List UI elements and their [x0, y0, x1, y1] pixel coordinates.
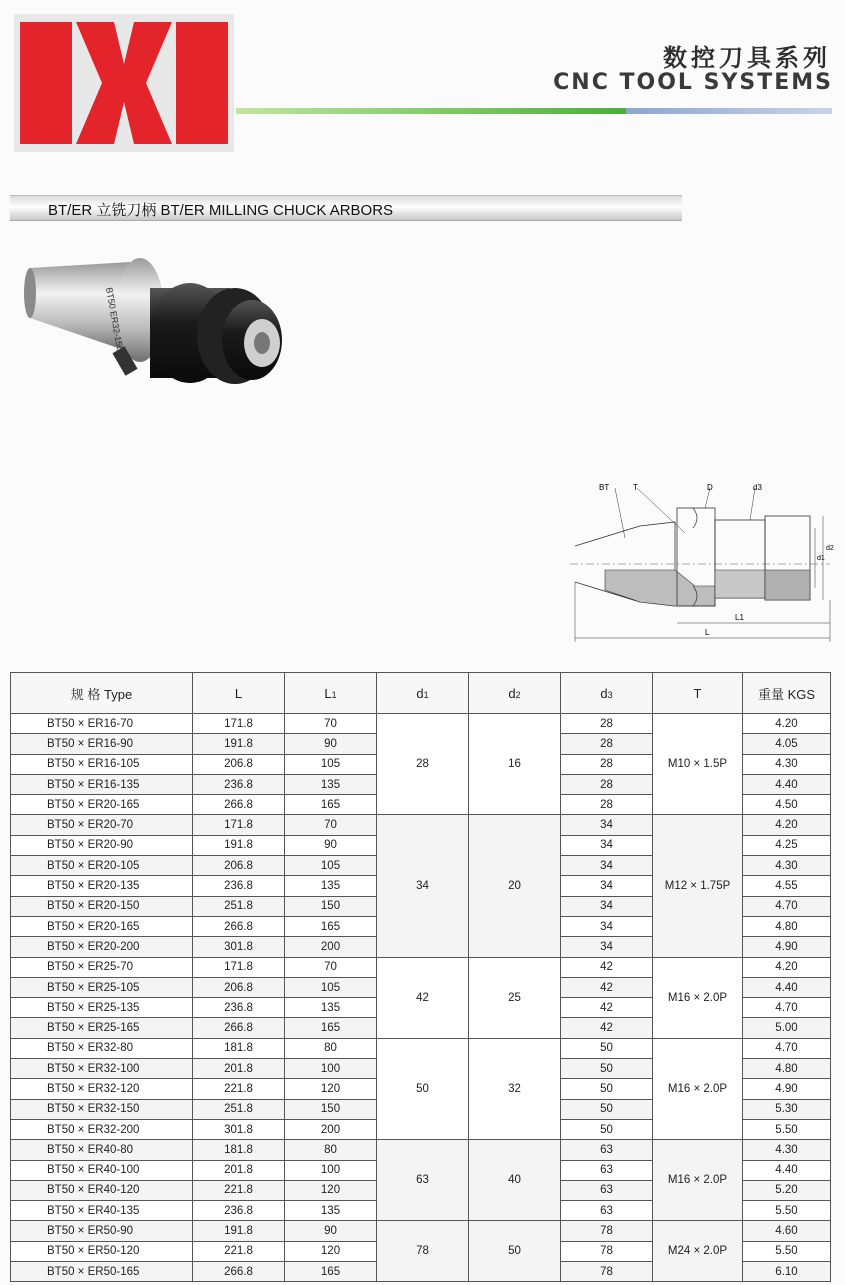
header-d2-sub: 2	[515, 689, 521, 700]
cell-l1: 200	[285, 937, 377, 957]
cell-l1: 105	[285, 754, 377, 774]
cell-d3: 28	[561, 714, 653, 734]
cell-weight: 4.80	[743, 916, 831, 936]
cell-l1: 105	[285, 856, 377, 876]
table-row	[11, 957, 831, 977]
cell-l: 221.8	[193, 1079, 285, 1099]
cell-l: 266.8	[193, 1262, 285, 1282]
cell-d3: 42	[561, 1018, 653, 1038]
cell-l: 266.8	[193, 795, 285, 815]
cell-weight: 4.40	[743, 774, 831, 794]
cell-thread: M24 × 2.0P	[653, 1221, 743, 1282]
cell-l: 206.8	[193, 856, 285, 876]
cell-l: 236.8	[193, 876, 285, 896]
cell-type: BT50 × ER40-135	[11, 1201, 193, 1221]
cell-type: BT50 × ER50-120	[11, 1241, 193, 1261]
cell-type: BT50 × ER40-100	[11, 1160, 193, 1180]
cell-l: 191.8	[193, 1221, 285, 1241]
header-l1-sub: 1	[331, 689, 337, 700]
cell-d1: 42	[377, 957, 469, 1038]
cell-type: BT50 × ER32-80	[11, 1038, 193, 1058]
header-l1	[285, 673, 377, 714]
cell-weight: 4.70	[743, 1038, 831, 1058]
cell-l1: 120	[285, 1241, 377, 1261]
brand-title-en: CNC TOOL SYSTEMS	[553, 70, 833, 95]
header-d1-sub: 1	[423, 689, 429, 700]
cell-type: BT50 × ER16-135	[11, 774, 193, 794]
cell-l1: 135	[285, 876, 377, 896]
cell-d3: 63	[561, 1160, 653, 1180]
brand-logo	[14, 14, 234, 152]
drawing-label-l: L	[705, 628, 710, 637]
cell-l: 266.8	[193, 916, 285, 936]
header-d2	[469, 673, 561, 714]
header-d2-main: d	[508, 685, 516, 701]
cell-d2: 16	[469, 714, 561, 815]
cell-l1: 90	[285, 835, 377, 855]
cell-l: 191.8	[193, 734, 285, 754]
cell-d3: 34	[561, 896, 653, 916]
cell-weight: 4.05	[743, 734, 831, 754]
technical-drawing	[565, 478, 835, 648]
cell-weight: 4.50	[743, 795, 831, 815]
cell-l1: 165	[285, 916, 377, 936]
table-header-row	[11, 673, 831, 714]
cell-weight: 5.00	[743, 1018, 831, 1038]
cell-d2: 32	[469, 1038, 561, 1139]
cell-l1: 100	[285, 1059, 377, 1079]
cell-l: 191.8	[193, 835, 285, 855]
cell-type: BT50 × ER16-105	[11, 754, 193, 774]
ixi-logo-icon	[14, 14, 234, 152]
cell-type: BT50 × ER20-90	[11, 835, 193, 855]
cell-d3: 50	[561, 1119, 653, 1139]
cell-d2: 25	[469, 957, 561, 1038]
cell-d3: 42	[561, 998, 653, 1018]
cell-d3: 50	[561, 1059, 653, 1079]
cell-weight: 4.70	[743, 896, 831, 916]
cell-weight: 4.30	[743, 754, 831, 774]
cell-l1: 80	[285, 1140, 377, 1160]
cell-type: BT50 × ER25-165	[11, 1018, 193, 1038]
brand-title-cn: 数控刀具系列	[663, 44, 831, 72]
cell-type: BT50 × ER40-120	[11, 1180, 193, 1200]
cell-l1: 150	[285, 896, 377, 916]
cell-l: 181.8	[193, 1038, 285, 1058]
cell-type: BT50 × ER20-200	[11, 937, 193, 957]
drawing-label-d: D	[707, 483, 713, 492]
cell-l: 236.8	[193, 1201, 285, 1221]
cell-d3: 63	[561, 1140, 653, 1160]
cell-l1: 120	[285, 1180, 377, 1200]
cell-d3: 42	[561, 977, 653, 997]
cell-type: BT50 × ER16-90	[11, 734, 193, 754]
cell-weight: 5.30	[743, 1099, 831, 1119]
cell-d1: 34	[377, 815, 469, 957]
cell-d2: 50	[469, 1221, 561, 1282]
drawing-label-t: T	[633, 483, 638, 492]
cell-weight: 4.20	[743, 815, 831, 835]
cell-weight: 4.90	[743, 937, 831, 957]
cell-d1: 63	[377, 1140, 469, 1221]
header-d3	[561, 673, 653, 714]
cell-type: BT50 × ER40-80	[11, 1140, 193, 1160]
drawing-label-d1: d1	[817, 555, 825, 562]
cell-l: 236.8	[193, 774, 285, 794]
table-row	[11, 1038, 831, 1058]
cell-d3: 34	[561, 815, 653, 835]
cell-type: BT50 × ER32-120	[11, 1079, 193, 1099]
cell-thread: M16 × 2.0P	[653, 1038, 743, 1139]
cell-l1: 90	[285, 1221, 377, 1241]
cell-d3: 63	[561, 1201, 653, 1221]
cell-l: 301.8	[193, 1119, 285, 1139]
cell-l1: 90	[285, 734, 377, 754]
cell-d1: 78	[377, 1221, 469, 1282]
cell-d3: 42	[561, 957, 653, 977]
header-d3-sub: 3	[607, 689, 613, 700]
cell-weight: 5.20	[743, 1180, 831, 1200]
cell-thread: M10 × 1.5P	[653, 714, 743, 815]
cell-type: BT50 × ER20-150	[11, 896, 193, 916]
cell-l: 236.8	[193, 998, 285, 1018]
cell-weight: 4.20	[743, 714, 831, 734]
cell-l1: 100	[285, 1160, 377, 1180]
cell-l: 251.8	[193, 896, 285, 916]
header-weight: 重量 KGS	[743, 673, 831, 714]
cell-thread: M12 × 1.75P	[653, 815, 743, 957]
cell-type: BT50 × ER25-105	[11, 977, 193, 997]
drawing-label-d3: d3	[753, 483, 762, 492]
cell-d3: 78	[561, 1262, 653, 1282]
photo-engraving: BT50 ER32-150	[104, 286, 126, 352]
drawing-label-l1: L1	[735, 613, 744, 622]
cell-type: BT50 × ER32-150	[11, 1099, 193, 1119]
cell-type: BT50 × ER20-165	[11, 916, 193, 936]
cell-weight: 6.10	[743, 1262, 831, 1282]
drawing-label-bt: BT	[599, 483, 610, 492]
cell-l: 171.8	[193, 714, 285, 734]
cell-d3: 34	[561, 876, 653, 896]
cell-d3: 50	[561, 1099, 653, 1119]
cell-type: BT50 × ER16-70	[11, 714, 193, 734]
cell-weight: 5.50	[743, 1201, 831, 1221]
cell-weight: 4.30	[743, 856, 831, 876]
cell-l1: 80	[285, 1038, 377, 1058]
cell-thread: M16 × 2.0P	[653, 957, 743, 1038]
cell-d3: 28	[561, 774, 653, 794]
cell-type: BT50 × ER25-135	[11, 998, 193, 1018]
drawing-label-d2: d2	[826, 545, 834, 552]
section-heading-bar	[10, 195, 682, 221]
cell-d1: 50	[377, 1038, 469, 1139]
cell-l: 221.8	[193, 1241, 285, 1261]
cell-thread: M16 × 2.0P	[653, 1140, 743, 1221]
cell-weight: 4.80	[743, 1059, 831, 1079]
cell-type: BT50 × ER32-100	[11, 1059, 193, 1079]
cell-l1: 120	[285, 1079, 377, 1099]
cell-weight: 4.70	[743, 998, 831, 1018]
cell-l: 251.8	[193, 1099, 285, 1119]
cell-l1: 165	[285, 1262, 377, 1282]
cell-d3: 78	[561, 1241, 653, 1261]
table-row	[11, 1221, 831, 1241]
header-l1-main: L	[324, 685, 332, 701]
cell-weight: 4.40	[743, 977, 831, 997]
cell-type: BT50 × ER50-90	[11, 1221, 193, 1241]
table-row	[11, 1140, 831, 1160]
header-d3-main: d	[600, 685, 608, 701]
cell-l1: 165	[285, 1018, 377, 1038]
cell-l1: 70	[285, 815, 377, 835]
cell-l1: 135	[285, 774, 377, 794]
product-photo	[20, 248, 290, 408]
spec-table-body	[11, 714, 831, 1282]
cell-l: 201.8	[193, 1059, 285, 1079]
cell-l: 221.8	[193, 1180, 285, 1200]
cell-d3: 28	[561, 795, 653, 815]
cell-weight: 4.20	[743, 957, 831, 977]
cell-l1: 200	[285, 1119, 377, 1139]
cell-d3: 78	[561, 1221, 653, 1241]
cell-d1: 28	[377, 714, 469, 815]
cell-l: 301.8	[193, 937, 285, 957]
section-title: BT/ER 立铣刀柄 BT/ER MILLING CHUCK ARBORS	[48, 202, 394, 219]
cell-type: BT50 × ER20-105	[11, 856, 193, 876]
cell-d3: 50	[561, 1038, 653, 1058]
cell-weight: 4.25	[743, 835, 831, 855]
table-row	[11, 815, 831, 835]
cell-d3: 63	[561, 1180, 653, 1200]
cell-weight: 5.50	[743, 1119, 831, 1139]
cell-d3: 50	[561, 1079, 653, 1099]
header-type: 规 格 Type	[11, 673, 193, 714]
cell-weight: 4.55	[743, 876, 831, 896]
cell-weight: 5.50	[743, 1241, 831, 1261]
table-row	[11, 714, 831, 734]
cell-type: BT50 × ER20-135	[11, 876, 193, 896]
cell-l1: 150	[285, 1099, 377, 1119]
cell-type: BT50 × ER20-70	[11, 815, 193, 835]
cell-d3: 34	[561, 937, 653, 957]
cell-d3: 34	[561, 856, 653, 876]
cell-weight: 4.60	[743, 1221, 831, 1241]
cell-l: 206.8	[193, 754, 285, 774]
cell-l1: 135	[285, 998, 377, 1018]
cell-l: 171.8	[193, 815, 285, 835]
cell-weight: 4.30	[743, 1140, 831, 1160]
cell-d3: 34	[561, 835, 653, 855]
cell-type: BT50 × ER50-165	[11, 1262, 193, 1282]
cell-d2: 20	[469, 815, 561, 957]
cell-weight: 4.40	[743, 1160, 831, 1180]
cell-d3: 28	[561, 754, 653, 774]
header-t: T	[653, 673, 743, 714]
cell-l: 201.8	[193, 1160, 285, 1180]
cell-weight: 4.90	[743, 1079, 831, 1099]
cell-d3: 34	[561, 916, 653, 936]
cell-l1: 135	[285, 1201, 377, 1221]
cell-l: 181.8	[193, 1140, 285, 1160]
cell-l1: 105	[285, 977, 377, 997]
spec-table	[10, 672, 831, 1282]
cell-d3: 28	[561, 734, 653, 754]
cell-l1: 70	[285, 957, 377, 977]
cell-l1: 165	[285, 795, 377, 815]
header-divider-blue	[626, 108, 832, 114]
cell-l: 171.8	[193, 957, 285, 977]
cell-type: BT50 × ER20-165	[11, 795, 193, 815]
header-d1-main: d	[416, 685, 424, 701]
cell-d2: 40	[469, 1140, 561, 1221]
cell-type: BT50 × ER32-200	[11, 1119, 193, 1139]
cell-l1: 70	[285, 714, 377, 734]
header-divider-green	[236, 108, 626, 114]
cell-type: BT50 × ER25-70	[11, 957, 193, 977]
cell-l: 266.8	[193, 1018, 285, 1038]
header-d1	[377, 673, 469, 714]
cell-l: 206.8	[193, 977, 285, 997]
header-l: L	[193, 673, 285, 714]
